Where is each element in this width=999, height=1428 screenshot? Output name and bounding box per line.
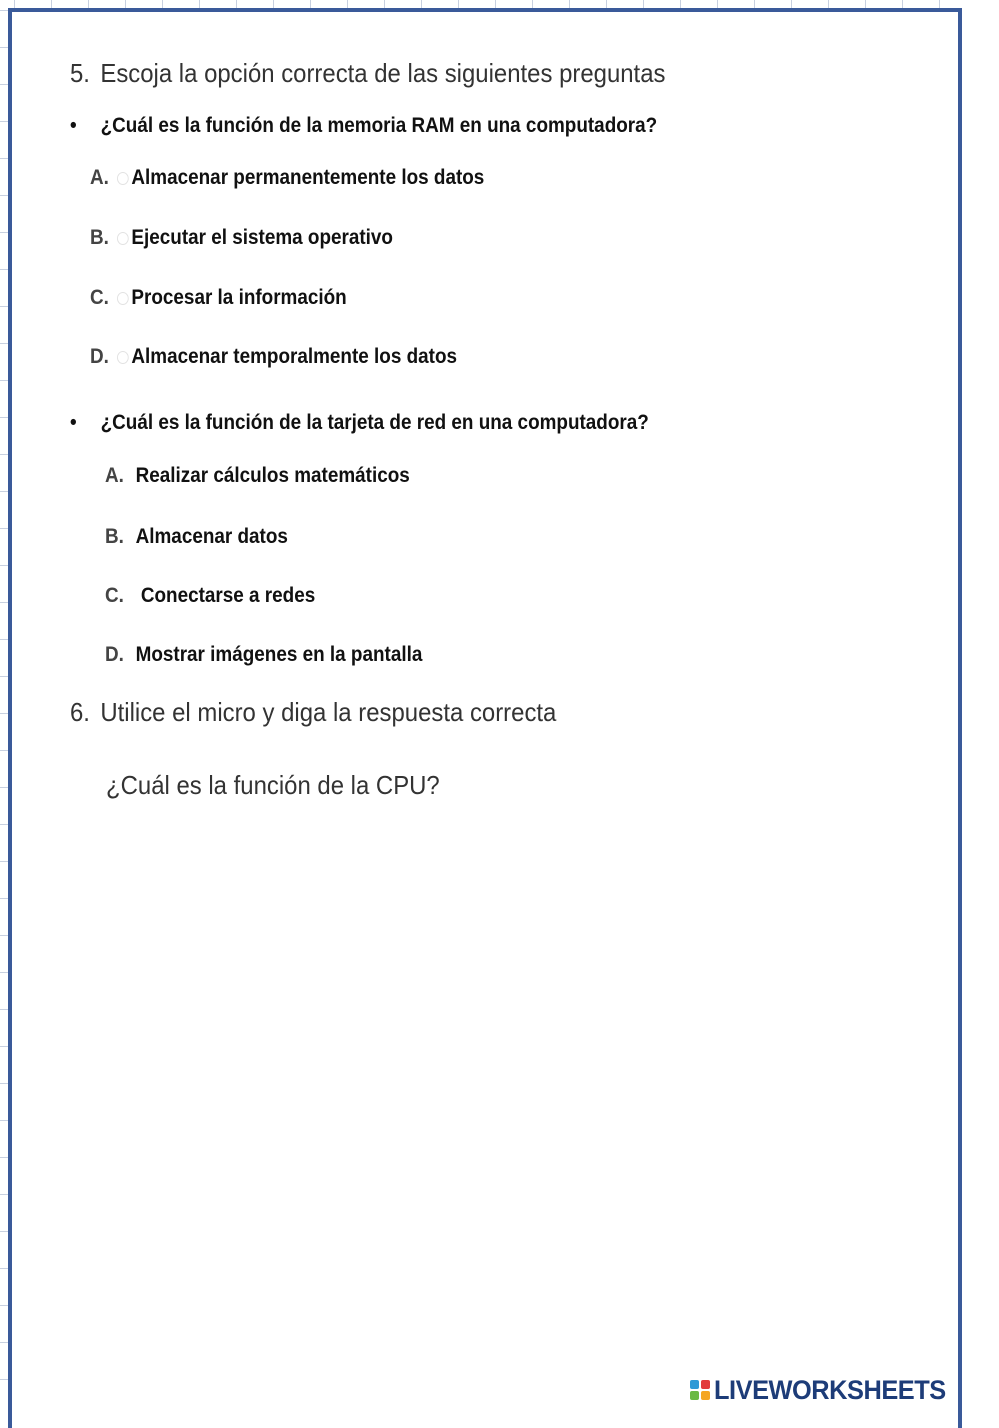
- bullet-icon: •: [70, 411, 77, 434]
- option-text: Conectarse a redes: [135, 584, 316, 607]
- section-5-number: 5.: [70, 58, 90, 88]
- section-6-heading: [70, 697, 556, 728]
- option-text: Realizar cálculos matemáticos: [135, 464, 410, 487]
- section-6-number: 6.: [70, 697, 90, 727]
- option-letter: C.: [105, 584, 124, 607]
- network-option-d[interactable]: [105, 643, 422, 667]
- section-6-title: Utilice el micro y diga la respuesta correcta: [100, 697, 557, 727]
- section-5-title: Escoja la opción correcta de las siguientes preguntas: [100, 58, 666, 88]
- question-network-card: [70, 411, 649, 435]
- option-text: Mostrar imágenes en la pantalla: [135, 643, 423, 666]
- liveworksheets-logo[interactable]: [690, 1374, 961, 1406]
- radio-circle-icon[interactable]: [117, 172, 129, 185]
- option-letter: D.: [90, 345, 109, 368]
- question-ram-text: ¿Cuál es la función de la memoria RAM en una computadora?: [100, 114, 658, 137]
- option-text: Procesar la información: [131, 286, 347, 309]
- network-option-b[interactable]: [105, 525, 288, 549]
- left-edge-marks: [0, 10, 8, 1410]
- option-letter: C.: [90, 286, 109, 309]
- radio-circle-icon[interactable]: [117, 351, 129, 364]
- option-letter: B.: [90, 226, 109, 249]
- ram-option-c[interactable]: [90, 286, 347, 310]
- network-option-a[interactable]: [105, 464, 410, 488]
- option-text: Ejecutar el sistema operativo: [131, 226, 393, 249]
- option-text: Almacenar temporalmente los datos: [131, 345, 458, 368]
- question-ram: [70, 114, 657, 138]
- network-option-c[interactable]: [105, 584, 315, 608]
- option-letter: A.: [105, 464, 124, 487]
- ram-option-d[interactable]: [90, 345, 457, 369]
- option-letter: A.: [90, 166, 109, 189]
- question-network-card-text: ¿Cuál es la función de la tarjeta de red en una computadora?: [100, 411, 649, 434]
- option-letter: D.: [105, 643, 124, 666]
- option-letter: B.: [105, 525, 124, 548]
- brand-name: LIVEWORKSHEETS: [714, 1374, 946, 1405]
- cpu-question: ¿Cuál es la función de la CPU?: [106, 770, 440, 800]
- liveworksheets-logo-icon: [690, 1380, 710, 1400]
- option-text: Almacenar datos: [135, 525, 288, 548]
- radio-circle-icon[interactable]: [117, 232, 129, 245]
- bullet-icon: •: [70, 114, 77, 137]
- section-5-heading: [70, 58, 665, 89]
- radio-circle-icon[interactable]: [117, 292, 129, 305]
- ram-option-b[interactable]: [90, 226, 393, 250]
- option-text: Almacenar permanentemente los datos: [131, 166, 485, 189]
- ram-option-a[interactable]: [90, 166, 484, 190]
